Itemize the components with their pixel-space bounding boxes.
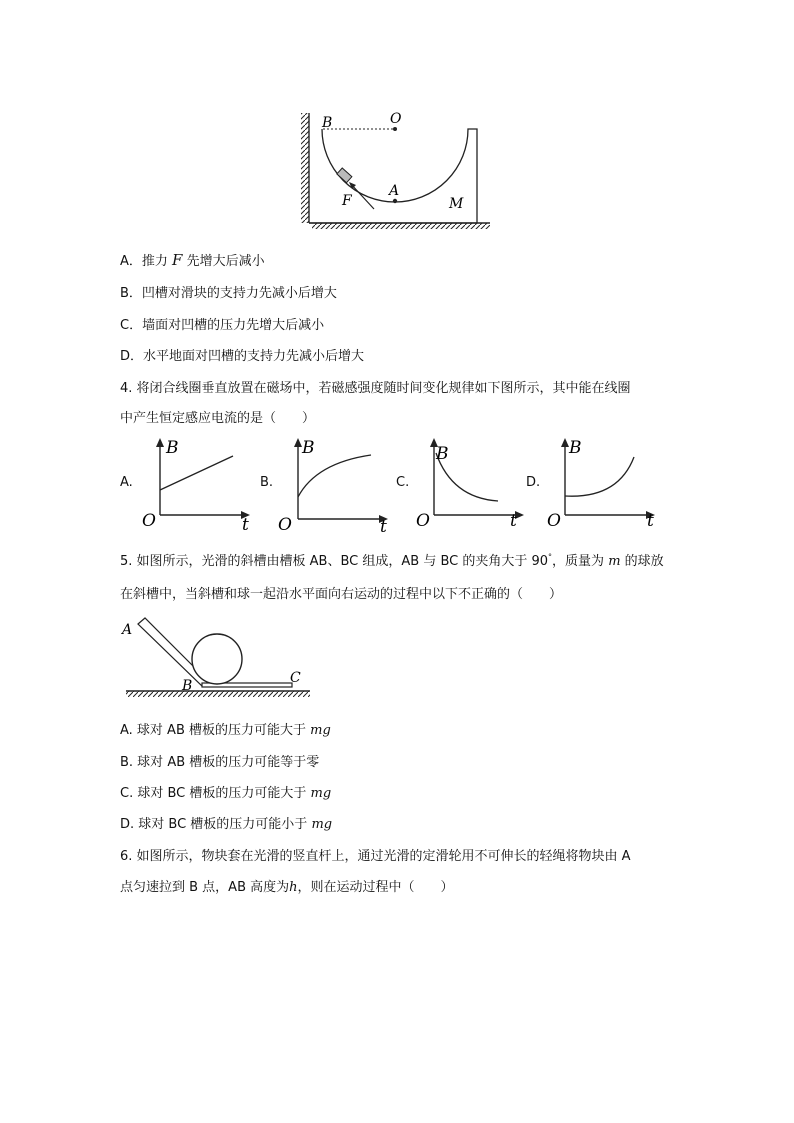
svg-text:B: B	[436, 444, 449, 464]
label-f: F	[342, 193, 352, 209]
q3-option-a[interactable]: A．推力 F 先增大后减小	[120, 251, 265, 269]
label-m: M	[449, 196, 464, 212]
q4-graph-c-label[interactable]: C.	[396, 475, 410, 490]
curve-linear	[160, 456, 233, 490]
svg-text:O: O	[416, 511, 430, 531]
center-point	[393, 127, 397, 131]
slider-block	[337, 168, 352, 183]
q3-option-c[interactable]: C．墙面对凹槽的压力先增大后减小	[120, 318, 325, 333]
svg-text:O: O	[547, 511, 561, 531]
label-a: A	[389, 183, 400, 199]
label-o: O	[390, 111, 402, 127]
q3-option-d[interactable]: D．水平地面对凹槽的支持力先减小后增大	[120, 349, 365, 364]
svg-text:t: t	[380, 517, 387, 533]
ball	[192, 634, 242, 684]
label-b2: B	[182, 678, 193, 694]
curve-growing	[565, 457, 634, 496]
point-a	[393, 199, 397, 203]
q4-graph-a-label[interactable]: A.	[120, 475, 133, 490]
svg-text:t: t	[242, 515, 249, 533]
groove-figure	[290, 105, 500, 235]
q4-graph-d	[543, 433, 668, 533]
q4-graph-b-label[interactable]: B.	[260, 475, 274, 490]
svg-text:t: t	[647, 511, 654, 531]
q6-stem-line2: 点匀速拉到 B 点，AB 高度为h，则在运动过程中（ ）	[120, 880, 454, 895]
q3-option-b[interactable]: B．凹槽对滑块的支持力先减小后增大	[120, 286, 337, 301]
q5-option-c[interactable]: C. 球对 BC 槽板的压力可能大于 mg	[120, 786, 332, 801]
wall-hatch	[301, 113, 309, 223]
q5-option-d[interactable]: D. 球对 BC 槽板的压力可能小于 mg	[120, 817, 333, 832]
q4-stem-line1: 4. 将闭合线圈垂直放置在磁场中，若磁感强度随时间变化规律如下图所示，其中能在线圈	[120, 381, 631, 396]
q5-option-a[interactable]: A. 球对 AB 槽板的压力可能大于 mg	[120, 723, 331, 738]
svg-text:O: O	[278, 515, 292, 533]
svg-text:B: B	[569, 438, 582, 458]
svg-text:O: O	[142, 511, 156, 531]
q4-stem-line2: 中产生恒定感应电流的是（ ）	[120, 411, 316, 426]
q4-graph-d-label[interactable]: D.	[526, 475, 541, 490]
q4-graph-c	[412, 433, 537, 533]
ground-hatch	[126, 691, 310, 697]
var-m: m	[608, 554, 621, 569]
ground-hatch	[312, 223, 490, 229]
q4-graph-a	[138, 433, 263, 533]
q4-graph-b	[276, 433, 401, 533]
trough-figure	[118, 612, 318, 704]
label-b: B	[322, 115, 333, 131]
q5-stem-line2: 在斜槽中，当斜槽和球一起沿水平面向右运动的过程中以下不正确的（ ）	[120, 587, 563, 602]
q5-stem-line1: 5. 如图所示，光滑的斜槽由槽板 AB、BC 组成，AB 与 BC 的夹角大于 90°，质量为 m 的球放	[120, 552, 664, 569]
q6-stem-line1: 6. 如图所示，物块套在光滑的竖直杆上，通过光滑的定滑轮用不可伸长的轻绳将物块由 A	[120, 849, 631, 864]
curve-saturating	[298, 455, 371, 497]
label-c2: C	[290, 670, 301, 686]
svg-text:B: B	[166, 438, 179, 458]
var-h: h	[289, 880, 298, 895]
q5-option-b[interactable]: B. 球对 AB 槽板的压力可能等于零	[120, 755, 320, 770]
svg-text:B: B	[302, 438, 315, 458]
svg-text:t: t	[510, 511, 517, 531]
label-a2: A	[122, 622, 133, 638]
var-f: F	[172, 251, 183, 269]
